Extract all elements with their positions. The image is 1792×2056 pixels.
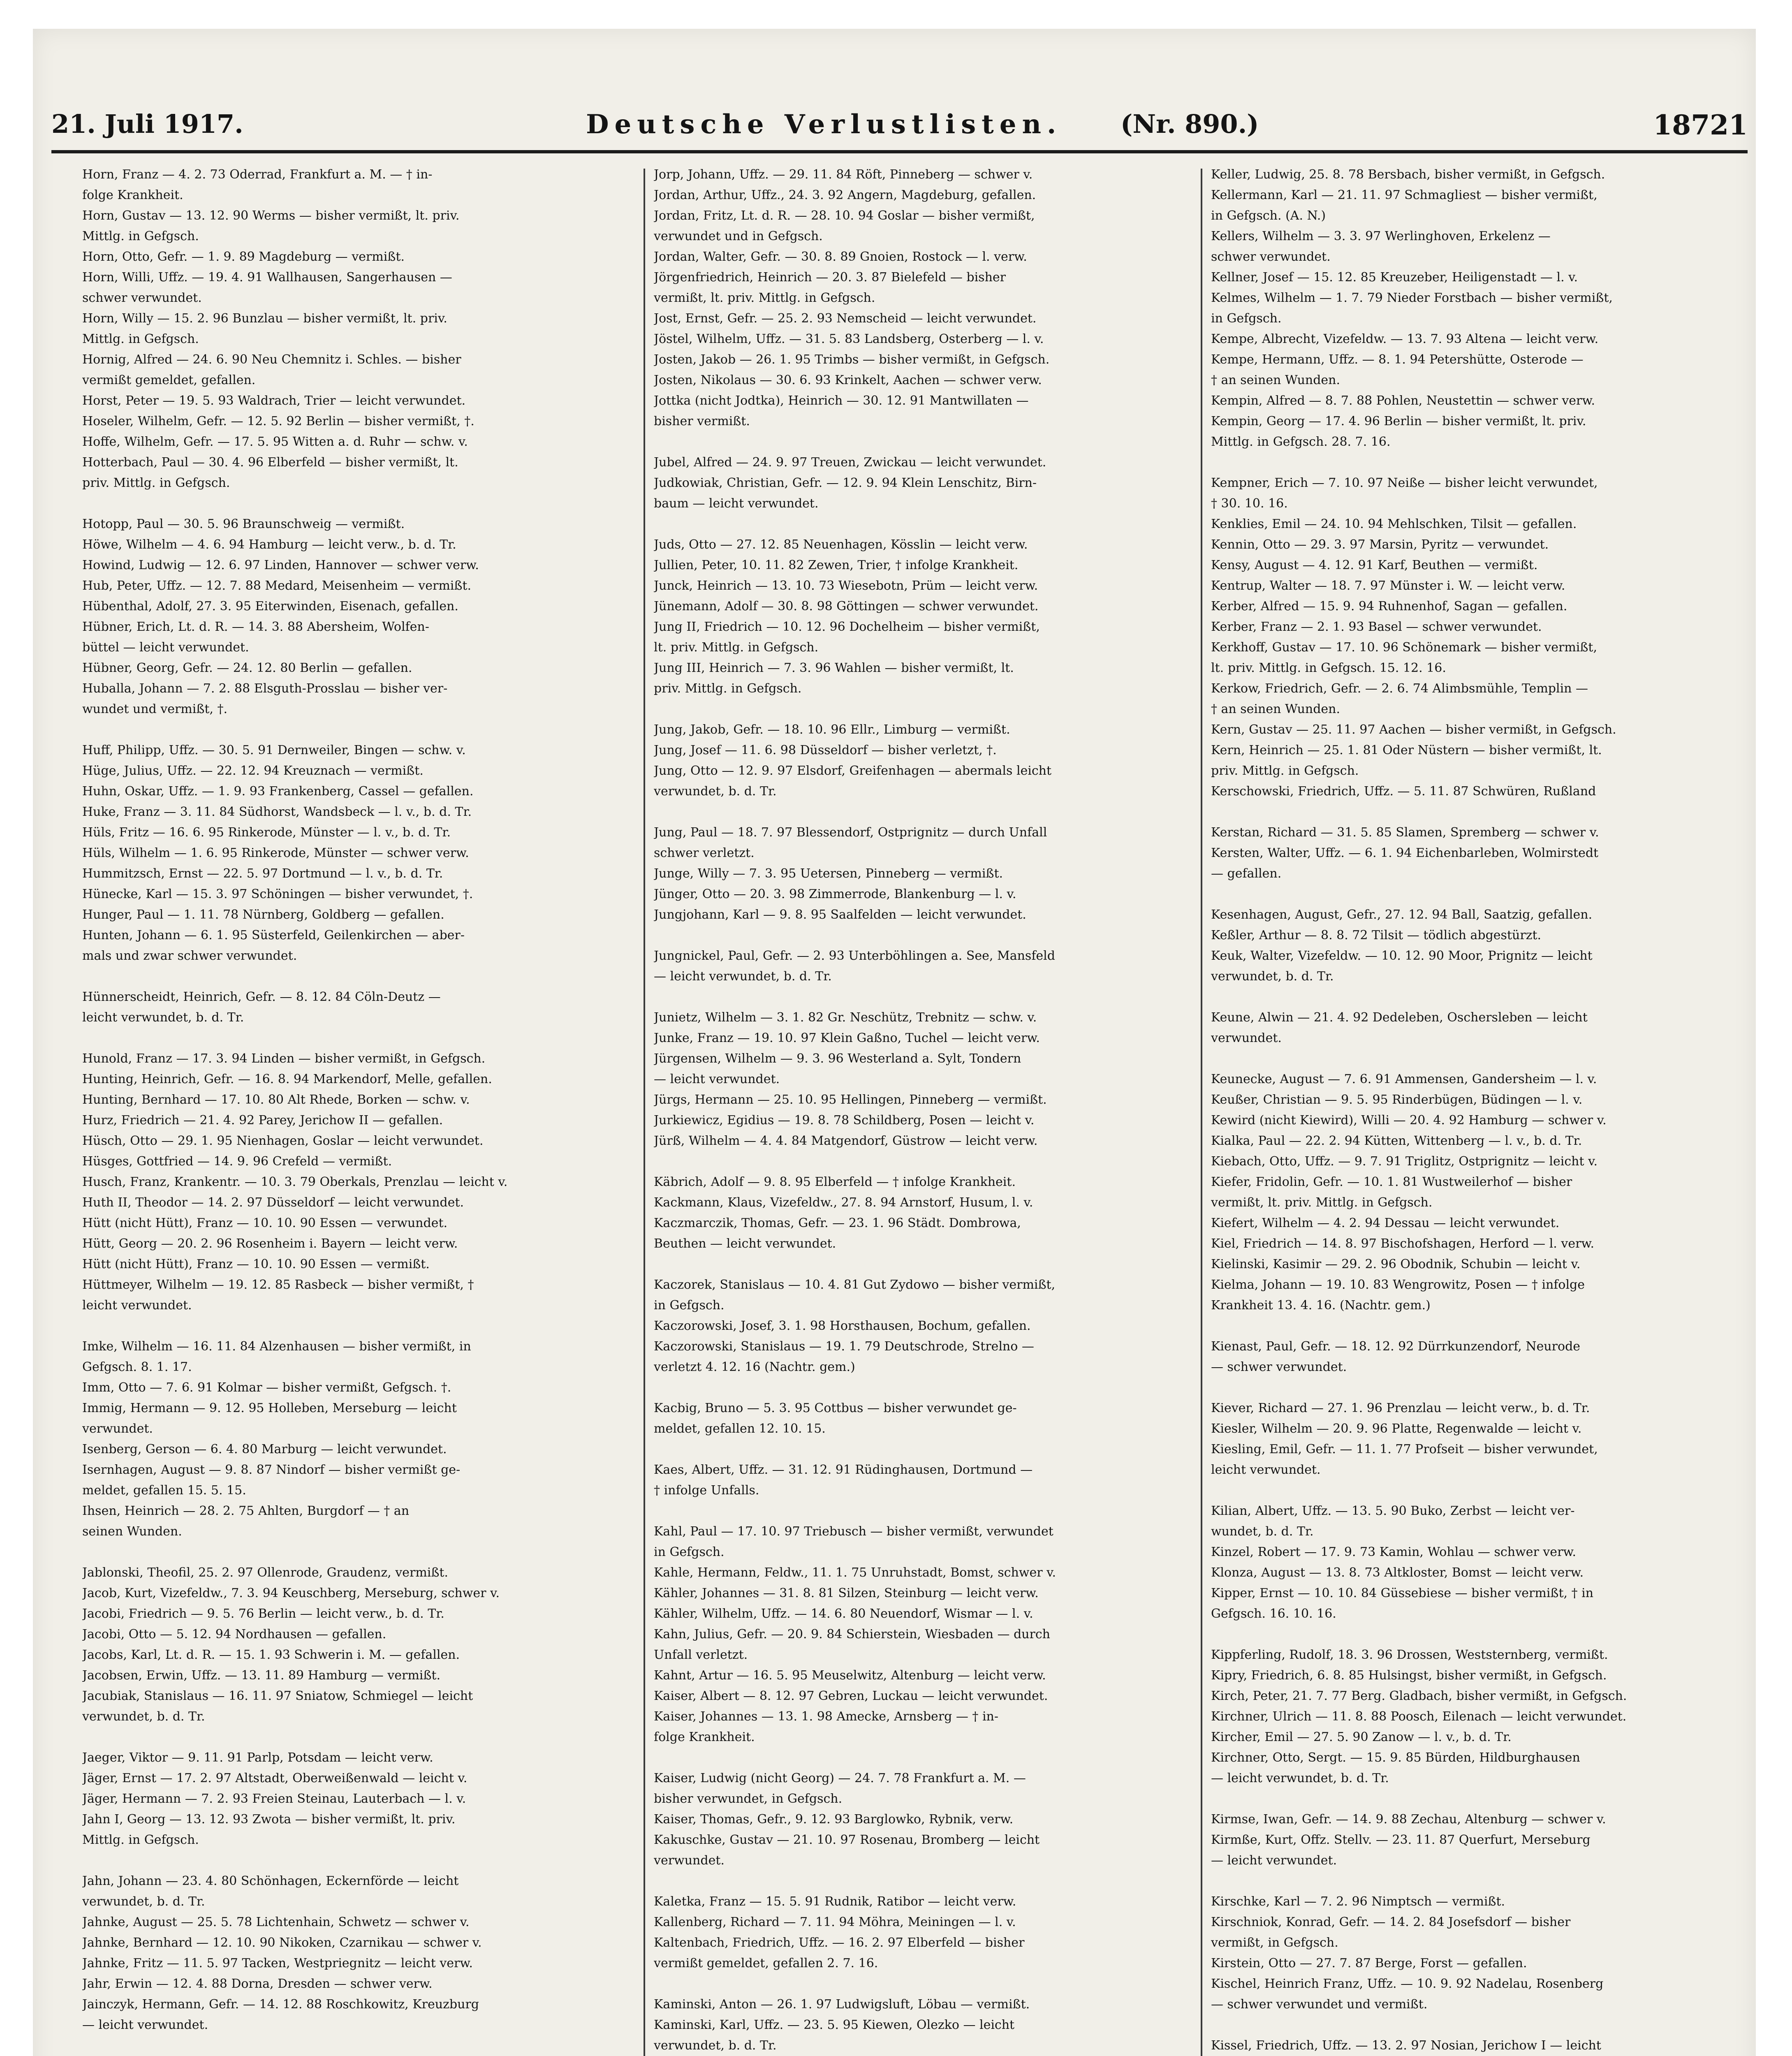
list-entry-line: Jung, Jakob, Gefr. — 18. 10. 96 Ellr., Limburg — vermißt. (654, 722, 1010, 737)
list-entry-line: Kahn, Julius, Gefr. — 20. 9. 84 Schierstein, Wiesbaden — durch (654, 1627, 1050, 1642)
list-entry-line: Kempe, Hermann, Uffz. — 8. 1. 94 Petershütte, Osterode — (1211, 352, 1584, 367)
list-entry-line: Junck, Heinrich — 13. 10. 73 Wiesebotn, Prüm — leicht verw. (654, 579, 1038, 593)
list-entry-line: Jacobsen, Erwin, Uffz. — 13. 11. 89 Hamburg — vermißt. (82, 1668, 440, 1683)
list-entry-line: Jung, Paul — 18. 7. 97 Blessendorf, Ostprignitz — durch Unfall (654, 825, 1047, 840)
list-entry-line: Jablonski, Theofil, 25. 2. 97 Ollenrode, Graudenz, vermißt. (82, 1565, 448, 1580)
spacer (82, 1850, 588, 1871)
spacer (654, 1378, 1160, 1398)
list-entry-line: Jung II, Friedrich — 10. 12. 96 Dochelheim — bisher vermißt, (654, 620, 1040, 634)
list-entry-line: Hüge, Julius, Uffz. — 22. 12. 94 Kreuznach — vermißt. (82, 764, 424, 778)
list-entry-line: Kersten, Walter, Uffz. — 6. 1. 94 Eichenbarleben, Wolmirstedt (1211, 846, 1599, 860)
list-entry-line: seinen Wunden. (82, 1524, 182, 1539)
list-entry-line: lt. priv. Mittlg. in Gefgsch. 15. 12. 16. (1211, 661, 1446, 675)
list-entry-line: — gefallen. (1211, 866, 1282, 881)
list-entry-line: Jung, Otto — 12. 9. 97 Elsdorf, Greifenhagen — abermals leicht (654, 764, 1052, 778)
list-entry-line: — leicht verwundet. (82, 2018, 208, 2032)
list-entry-line: — leicht verwundet. (1211, 1853, 1337, 1868)
page-number: 18721 (1653, 109, 1748, 141)
list-entry-line: leicht verwundet. (1211, 1463, 1321, 1477)
spacer (1211, 452, 1717, 473)
list-entry-line: Kellers, Wilhelm — 3. 3. 97 Werlinghoven, Erkelenz — (1211, 229, 1551, 243)
list-entry-line: Kensy, August — 4. 12. 91 Karf, Beuthen — vermißt. (1211, 558, 1538, 572)
list-entry-line: Huth II, Theodor — 14. 2. 97 Düsseldorf — leicht verwundet. (82, 1195, 464, 1210)
list-entry-line: Klonza, August — 13. 8. 73 Altkloster, Bomst — leicht verw. (1211, 1565, 1584, 1580)
list-entry-line: Hornig, Alfred — 24. 6. 90 Neu Chemnitz i. Schles. — bisher (82, 352, 461, 367)
publication-title: Deutsche Verlustlisten. (586, 109, 1062, 140)
list-entry-line: büttel — leicht verwundet. (82, 640, 249, 655)
list-entry-line: Jungjohann, Karl — 9. 8. 95 Saalfelden — leicht verwundet. (654, 908, 1026, 922)
list-entry-line: Jahnke, Fritz — 11. 5. 97 Tacken, Westpriegnitz — leicht verw. (82, 1956, 473, 1970)
list-entry-line: mals und zwar schwer verwundet. (82, 949, 297, 963)
list-entry-line: Kinzel, Robert — 17. 9. 73 Kamin, Wohlau — schwer verw. (1211, 1545, 1577, 1559)
list-entry-line: Hunten, Johann — 6. 1. 95 Süsterfeld, Geilenkirchen — aber- (82, 928, 465, 942)
list-entry-line: Kallenberg, Richard — 7. 11. 94 Möhra, Meiningen — l. v. (654, 1915, 1016, 1929)
list-entry-line: Kesenhagen, August, Gefr., 27. 12. 94 Ball, Saatzig, gefallen. (1211, 908, 1593, 922)
list-entry-line: Kakuschke, Gustav — 21. 10. 97 Rosenau, Bromberg — leicht (654, 1833, 1040, 1847)
column-2 (654, 164, 1160, 2056)
list-entry-line: Jung III, Heinrich — 7. 3. 96 Wahlen — bisher vermißt, lt. (654, 661, 1014, 675)
list-entry-line: Hüls, Fritz — 16. 6. 95 Rinkerode, Münster — l. v., b. d. Tr. (82, 825, 451, 840)
list-entry-line: Hübenthal, Adolf, 27. 3. 95 Eiterwinden, Eisenach, gefallen. (82, 599, 458, 614)
list-entry-line: Kippferling, Rudolf, 18. 3. 96 Drossen, Weststernberg, vermißt. (1211, 1648, 1608, 1662)
list-entry-line: Jung, Josef — 11. 6. 98 Düsseldorf — bisher verletzt, †. (654, 743, 997, 757)
issue-number: (Nr. 890.) (1121, 109, 1259, 139)
list-entry-line: schwer verletzt. (654, 846, 755, 860)
list-entry-line: Kirschniok, Konrad, Gefr. — 14. 2. 84 Josefsdorf — bisher (1211, 1915, 1571, 1929)
list-entry-line: Kaiser, Albert — 8. 12. 97 Gebren, Luckau — leicht verwundet. (654, 1689, 1048, 1703)
list-entry-line: verwundet. (1211, 1031, 1282, 1045)
list-entry-line: wundet und vermißt, †. (82, 702, 228, 716)
list-entry-line: Kialka, Paul — 22. 2. 94 Kütten, Wittenberg — l. v., b. d. Tr. (1211, 1134, 1582, 1148)
list-entry-line: leicht verwundet. (82, 1298, 192, 1313)
list-entry-line: Jöstel, Wilhelm, Uffz. — 31. 5. 83 Landsberg, Osterberg — l. v. (654, 332, 1044, 346)
list-entry-line: Mittlg. in Gefgsch. (82, 229, 199, 243)
list-entry-line: wundet, b. d. Tr. (1211, 1524, 1314, 1539)
spacer (1211, 2015, 1717, 2035)
spacer (1211, 1789, 1717, 1809)
list-entry-line: Jäger, Hermann — 7. 2. 93 Freien Steinau, Lauterbach — l. v. (82, 1792, 466, 1806)
list-entry-line: verwundet, b. d. Tr. (82, 1894, 205, 1909)
list-entry-line: Kissel, Friedrich, Uffz. — 13. 2. 97 Nosian, Jerichow I — leicht (1211, 2038, 1601, 2053)
list-entry-line: Kiesler, Wilhelm — 20. 9. 96 Platte, Regenwalde — leicht v. (1211, 1422, 1582, 1436)
list-entry-line: Hüsges, Gottfried — 14. 9. 96 Crefeld — vermißt. (82, 1154, 392, 1169)
spacer (82, 1727, 588, 1748)
list-entry-line: Jacobi, Friedrich — 9. 5. 76 Berlin — leicht verw., b. d. Tr. (82, 1607, 445, 1621)
list-entry-line: Kähler, Wilhelm, Uffz. — 14. 6. 80 Neuendorf, Wismar — l. v. (654, 1607, 1033, 1621)
list-entry-line: Kaczmarczik, Thomas, Gefr. — 23. 1. 96 Städt. Dombrowa, (654, 1216, 1021, 1230)
list-entry-line: Unfall verletzt. (654, 1648, 748, 1662)
list-entry-line: Keuk, Walter, Vizefeldw. — 10. 12. 90 Moor, Prignitz — leicht (1211, 949, 1593, 963)
list-entry-line: Kiebach, Otto, Uffz. — 9. 7. 91 Triglitz, Ostprignitz — leicht v. (1211, 1154, 1598, 1169)
list-entry-line: Kircher, Emil — 27. 5. 90 Zanow — l. v., b. d. Tr. (1211, 1730, 1512, 1744)
list-entry-line: Kiefer, Fridolin, Gefr. — 10. 1. 81 Wustweilerhof — bisher (1211, 1175, 1572, 1189)
list-entry-line: Jürß, Wilhelm — 4. 4. 84 Matgendorf, Güstrow — leicht verw. (654, 1134, 1038, 1148)
spacer (1211, 1871, 1717, 1892)
list-entry-line: Jottka (nicht Jodtka), Heinrich — 30. 12. 91 Mantwillaten — (654, 394, 1029, 408)
list-entry-line: priv. Mittlg. in Gefgsch. (82, 476, 230, 490)
list-entry-line: folge Krankheit. (654, 1730, 755, 1744)
spacer (654, 514, 1160, 535)
list-entry-line: Käbrich, Adolf — 9. 8. 95 Elberfeld — † infolge Krankheit. (654, 1175, 1016, 1189)
list-entry-line: schwer verwundet. (82, 291, 202, 305)
list-entry-line: Isernhagen, August — 9. 8. 87 Nindorf — bisher vermißt ge- (82, 1463, 461, 1477)
list-entry-line: Kipper, Ernst — 10. 10. 84 Güssebiese — bisher vermißt, † in (1211, 1586, 1594, 1600)
list-entry-line: Keune, Alwin — 21. 4. 92 Dedeleben, Oschersleben — leicht (1211, 1010, 1588, 1025)
spacer (654, 1439, 1160, 1460)
list-entry-line: vermißt gemeldet, gefallen. (82, 373, 256, 387)
column-1 (82, 164, 588, 2056)
list-entry-line: Judkowiak, Christian, Gefr. — 12. 9. 94 Klein Lenschitz, Birn- (654, 476, 1037, 490)
list-entry-line: Jünemann, Adolf — 30. 8. 98 Göttingen — schwer verwundet. (654, 599, 1039, 614)
list-entry-line: bisher vermißt. (654, 414, 750, 428)
spacer (1211, 1316, 1717, 1336)
spacer (1211, 1480, 1717, 1501)
column-3 (1211, 164, 1717, 2056)
list-entry-line: Kerkhoff, Gustav — 17. 10. 96 Schönemark — bisher vermißt, (1211, 640, 1598, 655)
list-entry-line: Kirmße, Kurt, Offz. Stellv. — 23. 11. 87 Querfurt, Merseburg (1211, 1833, 1591, 1847)
list-entry-line: Huke, Franz — 3. 11. 84 Südhorst, Wandsbeck — l. v., b. d. Tr. (82, 805, 472, 819)
spacer (654, 802, 1160, 822)
list-entry-line: Hünnerscheidt, Heinrich, Gefr. — 8. 12. 84 Cöln-Deutz — (82, 990, 441, 1004)
list-entry-line: Kacbig, Bruno — 5. 3. 95 Cottbus — bisher verwundet ge- (654, 1401, 1017, 1415)
list-entry-line: Howind, Ludwig — 12. 6. 97 Linden, Hannover — schwer verw. (82, 558, 479, 572)
list-entry-line: Hunger, Paul — 1. 11. 78 Nürnberg, Goldberg — gefallen. (82, 908, 445, 922)
list-entry-line: Keller, Ludwig, 25. 8. 78 Bersbach, bisher vermißt, in Gefgsch. (1211, 167, 1605, 182)
list-entry-line: Jullien, Peter, 10. 11. 82 Zewen, Trier, † infolge Krankheit. (654, 558, 1019, 572)
list-entry-line: verwundet, b. d. Tr. (82, 1709, 205, 1724)
list-entry-line: Hütt (nicht Hütt), Franz — 10. 10. 90 Essen — vermißt. (82, 1257, 430, 1271)
spacer (82, 2035, 588, 2056)
spacer (654, 1254, 1160, 1275)
list-entry-line: verwundet. (82, 1422, 153, 1436)
list-entry-line: Kempe, Albrecht, Vizefeldw. — 13. 7. 93 Altena — leicht verw. (1211, 332, 1599, 346)
spacer (654, 432, 1160, 452)
list-entry-line: Gefgsch. 8. 1. 17. (82, 1360, 192, 1374)
list-entry-line: Hotterbach, Paul — 30. 4. 96 Elberfeld — bisher vermißt, lt. (82, 455, 458, 470)
spacer (1211, 802, 1717, 822)
spacer (654, 699, 1160, 720)
list-entry-line: — schwer verwundet und vermißt. (1211, 1997, 1428, 2012)
list-entry-line: Kaczorowski, Josef, 3. 1. 98 Horsthausen, Bochum, gefallen. (654, 1319, 1031, 1333)
list-entry-line: Jürgensen, Wilhelm — 9. 3. 96 Westerland a. Sylt, Tondern (654, 1051, 1021, 1066)
list-entry-line: Hütt (nicht Hütt), Franz — 10. 10. 90 Essen — verwundet. (82, 1216, 448, 1230)
list-entry-line: Hotopp, Paul — 30. 5. 96 Braunschweig — vermißt. (82, 517, 405, 531)
list-entry-line: Hübner, Erich, Lt. d. R. — 14. 3. 88 Abersheim, Wolfen- (82, 620, 429, 634)
list-entry-line: Kirschke, Karl — 7. 2. 96 Nimptsch — vermißt. (1211, 1894, 1505, 1909)
list-entry-line: in Gefgsch. (1211, 311, 1282, 326)
list-entry-line: Horn, Otto, Gefr. — 1. 9. 89 Magdeburg — vermißt. (82, 250, 405, 264)
list-entry-line: Kielma, Johann — 19. 10. 83 Wengrowitz, Posen — † infolge (1211, 1278, 1585, 1292)
list-entry-line: Kaczorowski, Stanislaus — 19. 1. 79 Deutschrode, Strelno — (654, 1339, 1034, 1354)
list-entry-line: Hütt, Georg — 20. 2. 96 Rosenheim i. Bayern — leicht verw. (82, 1236, 458, 1251)
list-entry-line: verwundet, b. d. Tr. (1211, 969, 1334, 984)
list-entry-line: verwundet, b. d. Tr. (654, 2038, 777, 2053)
list-entry-line: Kiever, Richard — 27. 1. 96 Prenzlau — leicht verw., b. d. Tr. (1211, 1401, 1590, 1415)
list-entry-line: Ihsen, Heinrich — 28. 2. 75 Ahlten, Burgdorf — † an (82, 1504, 410, 1518)
list-entry-line: Junietz, Wilhelm — 3. 1. 82 Gr. Neschütz, Trebnitz — schw. v. (654, 1010, 1037, 1025)
list-entry-line: Kirchner, Otto, Sergt. — 15. 9. 85 Bürden, Hildburghausen (1211, 1750, 1580, 1765)
spacer (82, 1542, 588, 1563)
list-entry-line: Jorp, Johann, Uffz. — 29. 11. 84 Röft, Pinneberg — schwer v. (654, 167, 1033, 182)
spacer (82, 1316, 588, 1336)
spacer (654, 1501, 1160, 1521)
list-entry-line: Josten, Jakob — 26. 1. 95 Trimbs — bisher vermißt, in Gefgsch. (654, 352, 1050, 367)
spacer (1211, 1378, 1717, 1398)
list-entry-line: † infolge Unfalls. (654, 1483, 759, 1498)
list-entry-line: Kipry, Friedrich, 6. 8. 85 Hulsingst, bisher vermißt, in Gefgsch. (1211, 1668, 1607, 1683)
list-entry-line: Jainczyk, Hermann, Gefr. — 14. 12. 88 Roschkowitz, Kreuzburg (82, 1997, 479, 2012)
list-entry-line: verwundet. (654, 1853, 725, 1868)
list-entry-line: Kennin, Otto — 29. 3. 97 Marsin, Pyritz — verwundet. (1211, 537, 1549, 552)
list-entry-line: Kaminski, Anton — 26. 1. 97 Ludwigsluft, Löbau — vermißt. (654, 1997, 1030, 2012)
list-entry-line: Kerstan, Richard — 31. 5. 85 Slamen, Spremberg — schwer v. (1211, 825, 1599, 840)
list-entry-line: meldet, gefallen 15. 5. 15. (82, 1483, 246, 1498)
list-entry-line: Kern, Gustav — 25. 11. 97 Aachen — bisher vermißt, in Gefgsch. (1211, 722, 1616, 737)
list-entry-line: Kirch, Peter, 21. 7. 77 Berg. Gladbach, bisher vermißt, in Gefgsch. (1211, 1689, 1627, 1703)
list-entry-line: Kackmann, Klaus, Vizefeldw., 27. 8. 94 Arnstorf, Husum, l. v. (654, 1195, 1033, 1210)
list-entry-line: Hoseler, Wilhelm, Gefr. — 12. 5. 92 Berlin — bisher vermißt, †. (82, 414, 475, 428)
list-entry-line: Kiesling, Emil, Gefr. — 11. 1. 77 Profseit — bisher verwundet, (1211, 1442, 1598, 1456)
spacer (654, 1871, 1160, 1892)
list-entry-line: Kelmes, Wilhelm — 1. 7. 79 Nieder Forstbach — bisher vermißt, (1211, 291, 1613, 305)
list-entry-line: Jordan, Fritz, Lt. d. R. — 28. 10. 94 Goslar — bisher vermißt, (654, 208, 1035, 223)
list-entry-line: Jürgs, Hermann — 25. 10. 95 Hellingen, Pinneberg — vermißt. (654, 1093, 1047, 1107)
list-entry-line: verwundet, b. d. Tr. (654, 784, 777, 799)
issue-date: 21. Juli 1917. (51, 109, 243, 139)
list-entry-line: Krankheit 13. 4. 16. (Nachtr. gem.) (1211, 1298, 1431, 1313)
list-entry-line: Jünger, Otto — 20. 3. 98 Zimmerrode, Blankenburg — l. v. (654, 887, 1016, 901)
list-entry-line: Kewird (nicht Kiewird), Willi — 20. 4. 92 Hamburg — schwer v. (1211, 1113, 1607, 1128)
list-entry-line: Kaiser, Johannes — 13. 1. 98 Amecke, Arnsberg — † in- (654, 1709, 998, 1724)
list-entry-line: Kirstein, Otto — 27. 7. 87 Berge, Forst — gefallen. (1211, 1956, 1527, 1970)
list-entry-line: Hub, Peter, Uffz. — 12. 7. 88 Medard, Meisenheim — vermißt. (82, 579, 472, 593)
list-entry-line: Hunting, Heinrich, Gefr. — 16. 8. 94 Markendorf, Melle, gefallen. (82, 1072, 492, 1086)
list-entry-line: Kaiser, Thomas, Gefr., 9. 12. 93 Barglowko, Rybnik, verw. (654, 1812, 1014, 1827)
list-entry-line: Kern, Heinrich — 25. 1. 81 Oder Nüstern — bisher vermißt, lt. (1211, 743, 1602, 757)
list-entry-line: — schwer verwundet. (1211, 1360, 1347, 1374)
list-entry-line: Mittlg. in Gefgsch. (82, 332, 199, 346)
list-entry-line: Horn, Franz — 4. 2. 73 Oderrad, Frankfurt a. M. — † in- (82, 167, 433, 182)
list-entry-line: Kähler, Johannes — 31. 8. 81 Silzen, Steinburg — leicht verw. (654, 1586, 1039, 1600)
list-entry-line: — leicht verwundet, b. d. Tr. (654, 969, 832, 984)
casualty-list (82, 164, 1717, 2056)
list-entry-line: Gefgsch. 16. 10. 16. (1211, 1607, 1336, 1621)
list-entry-line: folge Krankheit. (82, 188, 183, 202)
list-entry-line: Jacobs, Karl, Lt. d. R. — 15. 1. 93 Schwerin i. M. — gefallen. (82, 1648, 460, 1662)
list-entry-line: Jordan, Walter, Gefr. — 30. 8. 89 Gnoien, Rostock — l. verw. (654, 250, 1027, 264)
list-entry-line: meldet, gefallen 12. 10. 15. (654, 1422, 826, 1436)
spacer (1211, 1049, 1717, 1069)
list-entry-line: Kaes, Albert, Uffz. — 31. 12. 91 Rüdinghausen, Dortmund — (654, 1463, 1033, 1477)
list-entry-line: Kerber, Franz — 2. 1. 93 Basel — schwer verwundet. (1211, 620, 1542, 634)
list-entry-line: Huff, Philipp, Uffz. — 30. 5. 91 Dernweiler, Bingen — schw. v. (82, 743, 466, 757)
list-entry-line: priv. Mittlg. in Gefgsch. (654, 681, 802, 696)
list-entry-line: Kaltenbach, Friedrich, Uffz. — 16. 2. 97 Elberfeld — bisher (654, 1936, 1025, 1950)
list-entry-line: Jörgenfriedrich, Heinrich — 20. 3. 87 Bielefeld — bisher (654, 270, 1006, 285)
list-entry-line: Kerber, Alfred — 15. 9. 94 Ruhnenhof, Sagan — gefallen. (1211, 599, 1567, 614)
list-entry-line: verletzt 4. 12. 16 (Nachtr. gem.) (654, 1360, 855, 1374)
list-entry-line: Jahnke, Bernhard — 12. 10. 90 Nikoken, Czarnikau — schwer v. (82, 1936, 482, 1950)
list-entry-line: Kempin, Alfred — 8. 7. 88 Pohlen, Neustettin — schwer verw. (1211, 394, 1595, 408)
list-entry-line: in Gefgsch. (A. N.) (1211, 208, 1326, 223)
list-entry-line: vermißt, lt. priv. Mittlg. in Gefgsch. (1211, 1195, 1433, 1210)
list-entry-line: — leicht verwundet, b. d. Tr. (1211, 1771, 1389, 1785)
list-entry-line: Kahl, Paul — 17. 10. 97 Triebusch — bisher vermißt, verwundet (654, 1524, 1053, 1539)
list-entry-line: Kischel, Heinrich Franz, Uffz. — 10. 9. 92 Nadelau, Rosenberg (1211, 1977, 1604, 1991)
list-entry-line: Jordan, Arthur, Uffz., 24. 3. 92 Angern, Magdeburg, gefallen. (654, 188, 1036, 202)
list-entry-line: Jost, Ernst, Gefr. — 25. 2. 93 Nemscheid — leicht verwundet. (654, 311, 1037, 326)
spacer (654, 925, 1160, 946)
list-entry-line: Mittlg. in Gefgsch. (82, 1833, 199, 1847)
list-entry-line: Hunold, Franz — 17. 3. 94 Linden — bisher vermißt, in Gefgsch. (82, 1051, 486, 1066)
list-entry-line: vermißt, lt. priv. Mittlg. in Gefgsch. (654, 291, 875, 305)
list-entry-line: leicht verwundet, b. d. Tr. (82, 1010, 244, 1025)
list-entry-line: baum — leicht verwundet. (654, 496, 819, 511)
list-entry-line: Mittlg. in Gefgsch. 28. 7. 16. (1211, 435, 1391, 449)
spacer (1211, 987, 1717, 1007)
list-entry-line: Kellermann, Karl — 21. 11. 97 Schmagliest — bisher vermißt, (1211, 188, 1598, 202)
list-entry-line: Hünecke, Karl — 15. 3. 97 Schöningen — bisher verwundet, †. (82, 887, 473, 901)
list-entry-line: Keunecke, August — 7. 6. 91 Ammensen, Gandersheim — l. v. (1211, 1072, 1597, 1086)
spacer (654, 987, 1160, 1007)
list-entry-line: Josten, Nikolaus — 30. 6. 93 Krinkelt, Aachen — schwer verw. (654, 373, 1042, 387)
list-entry-line: Horn, Gustav — 13. 12. 90 Werms — bisher vermißt, lt. priv. (82, 208, 460, 223)
list-entry-line: Hübner, Georg, Gefr. — 24. 12. 80 Berlin — gefallen. (82, 661, 412, 675)
list-entry-line: † an seinen Wunden. (1211, 702, 1341, 716)
list-entry-line: Imke, Wilhelm — 16. 11. 84 Alzenhausen — bisher vermißt, in (82, 1339, 471, 1354)
page-header (51, 97, 1748, 153)
list-entry-line: vermißt gemeldet, gefallen 2. 7. 16. (654, 1956, 878, 1970)
list-entry-line: Hummitzsch, Ernst — 22. 5. 97 Dortmund — l. v., b. d. Tr. (82, 866, 443, 881)
list-entry-line: Jacob, Kurt, Vizefeldw., 7. 3. 94 Keuschberg, Merseburg, schwer v. (82, 1586, 500, 1600)
spacer (82, 493, 588, 514)
list-entry-line: Junge, Willy — 7. 3. 95 Uetersen, Pinneberg — vermißt. (654, 866, 1003, 881)
list-entry-line: Jacubiak, Stanislaus — 16. 11. 97 Sniatow, Schmiegel — leicht (82, 1689, 473, 1703)
list-entry-line: schwer verwundet. (1211, 250, 1331, 264)
list-entry-line: Imm, Otto — 7. 6. 91 Kolmar — bisher vermißt, Gefgsch. †. (82, 1380, 451, 1395)
spacer (1211, 884, 1717, 905)
list-entry-line: Kerkow, Friedrich, Gefr. — 2. 6. 74 Alimbsmühle, Templin — (1211, 681, 1588, 696)
list-entry-line: Hüsch, Otto — 29. 1. 95 Nienhagen, Goslar — leicht verwundet. (82, 1134, 484, 1148)
list-entry-line: Kiefert, Wilhelm — 4. 2. 94 Dessau — leicht verwundet. (1211, 1216, 1560, 1230)
list-entry-line: Kiel, Friedrich — 14. 8. 97 Bischofshagen, Herford — l. verw. (1211, 1236, 1595, 1251)
list-entry-line: bisher verwundet, in Gefgsch. (654, 1792, 843, 1806)
list-entry-line: Jäger, Ernst — 17. 2. 97 Altstadt, Oberweißenwald — leicht v. (82, 1771, 468, 1785)
spacer (654, 1748, 1160, 1768)
spacer (1211, 1624, 1717, 1645)
list-entry-line: Hüls, Wilhelm — 1. 6. 95 Rinkerode, Münster — schwer verw. (82, 846, 469, 860)
list-entry-line: Kaczorek, Stanislaus — 10. 4. 81 Gut Zydowo — bisher vermißt, (654, 1278, 1056, 1292)
list-entry-line: Horst, Peter — 19. 5. 93 Waldrach, Trier — leicht verwundet. (82, 394, 466, 408)
list-entry-line: Kirmse, Iwan, Gefr. — 14. 9. 88 Zechau, Altenburg — schwer v. (1211, 1812, 1606, 1827)
list-entry-line: Huballa, Johann — 7. 2. 88 Elsguth-Prosslau — bisher ver- (82, 681, 448, 696)
list-entry-line: Kaletka, Franz — 15. 5. 91 Rudnik, Ratibor — leicht verw. (654, 1894, 1016, 1909)
list-entry-line: Jahr, Erwin — 12. 4. 88 Dorna, Dresden — schwer verw. (82, 1977, 433, 1991)
list-entry-line: Jacobi, Otto — 5. 12. 94 Nordhausen — gefallen. (82, 1627, 387, 1642)
list-entry-line: in Gefgsch. (654, 1298, 725, 1313)
list-entry-line: Hüttmeyer, Wilhelm — 19. 12. 85 Rasbeck — bisher vermißt, † (82, 1278, 474, 1292)
list-entry-line: Kerschowski, Friedrich, Uffz. — 5. 11. 87 Schwüren, Rußland (1211, 784, 1596, 799)
list-entry-line: Jungnickel, Paul, Gefr. — 2. 93 Unterböhlingen a. See, Mansfeld (654, 949, 1055, 963)
list-entry-line: Jaeger, Viktor — 9. 11. 91 Parlp, Potsdam — leicht verw. (82, 1750, 433, 1765)
list-entry-line: Jahn I, Georg — 13. 12. 93 Zwota — bisher vermißt, lt. priv. (82, 1812, 456, 1827)
list-entry-line: † 30. 10. 16. (1211, 496, 1288, 511)
list-entry-line: Kirchner, Ulrich — 11. 8. 88 Poosch, Eilenach — leicht verwundet. (1211, 1709, 1627, 1724)
list-entry-line: Beuthen — leicht verwundet. (654, 1236, 836, 1251)
list-entry-line: Kempner, Erich — 7. 10. 97 Neiße — bisher leicht verwundet, (1211, 476, 1598, 490)
list-entry-line: Jurkiewicz, Egidius — 19. 8. 78 Schildberg, Posen — leicht v. (654, 1113, 1035, 1128)
spacer (654, 1151, 1160, 1172)
spacer (82, 720, 588, 740)
list-entry-line: Kienast, Paul, Gefr. — 18. 12. 92 Dürrkunzendorf, Neurode (1211, 1339, 1581, 1354)
list-entry-line: vermißt, in Gefgsch. (1211, 1936, 1338, 1950)
spacer (82, 966, 588, 987)
list-entry-line: Hoffe, Wilhelm, Gefr. — 17. 5. 95 Witten a. d. Ruhr — schw. v. (82, 435, 468, 449)
list-entry-line: Kahnt, Artur — 16. 5. 95 Meuselwitz, Altenburg — leicht verw. (654, 1668, 1046, 1683)
list-entry-line: in Gefgsch. (654, 1545, 725, 1559)
list-entry-line: Immig, Hermann — 9. 12. 95 Holleben, Merseburg — leicht (82, 1401, 457, 1415)
list-entry-line: Kielinski, Kasimir — 29. 2. 96 Obodnik, Schubin — leicht v. (1211, 1257, 1581, 1271)
list-entry-line: Kaminski, Karl, Uffz. — 23. 5. 95 Kiewen, Olezko — leicht (654, 2018, 1015, 2032)
list-entry-line: Jahnke, August — 25. 5. 78 Lichtenhain, Schwetz — schwer v. (82, 1915, 470, 1929)
list-entry-line: — leicht verwundet. (654, 1072, 780, 1086)
list-entry-line: † an seinen Wunden. (1211, 373, 1341, 387)
list-entry-line: Kenklies, Emil — 24. 10. 94 Mehlschken, Tilsit — gefallen. (1211, 517, 1577, 531)
list-entry-line: Hurz, Friedrich — 21. 4. 92 Parey, Jerichow II — gefallen. (82, 1113, 443, 1128)
list-entry-line: Hunting, Bernhard — 17. 10. 80 Alt Rhede, Borken — schw. v. (82, 1093, 470, 1107)
list-entry-line: Kentrup, Walter — 18. 7. 97 Münster i. W. — leicht verw. (1211, 579, 1565, 593)
list-entry-line: Kellner, Josef — 15. 12. 85 Kreuzeber, Heiligenstadt — l. v. (1211, 270, 1578, 285)
list-entry-line: Höwe, Wilhelm — 4. 6. 94 Hamburg — leicht verw., b. d. Tr. (82, 537, 456, 552)
list-entry-line: Juds, Otto — 27. 12. 85 Neuenhagen, Kösslin — leicht verw. (654, 537, 1028, 552)
list-entry-line: Junke, Franz — 19. 10. 97 Klein Gaßno, Tuchel — leicht verw. (654, 1031, 1040, 1045)
list-entry-line: Kaiser, Ludwig (nicht Georg) — 24. 7. 78 Frankfurt a. M. — (654, 1771, 1026, 1785)
spacer (654, 1974, 1160, 1994)
list-entry-line: Jubel, Alfred — 24. 9. 97 Treuen, Zwickau — leicht verwundet. (654, 455, 1046, 470)
list-entry-line: Kahle, Hermann, Feldw., 11. 1. 75 Unruhstadt, Bomst, schwer v. (654, 1565, 1056, 1580)
list-entry-line: Isenberg, Gerson — 6. 4. 80 Marburg — leicht verwundet. (82, 1442, 447, 1456)
list-entry-line: Kilian, Albert, Uffz. — 13. 5. 90 Buko, Zerbst — leicht ver- (1211, 1504, 1575, 1518)
list-entry-line: Jahn, Johann — 23. 4. 80 Schönhagen, Eckernförde — leicht (82, 1874, 459, 1888)
list-entry-line: Keußer, Christian — 9. 5. 95 Rinderbügen, Büdingen — l. v. (1211, 1093, 1583, 1107)
list-entry-line: verwundet und in Gefgsch. (654, 229, 823, 243)
list-entry-line: priv. Mittlg. in Gefgsch. (1211, 764, 1359, 778)
list-entry-line: Huhn, Oskar, Uffz. — 1. 9. 93 Frankenberg, Cassel — gefallen. (82, 784, 474, 799)
list-entry-line: Kempin, Georg — 17. 4. 96 Berlin — bisher vermißt, lt. priv. (1211, 414, 1586, 428)
list-entry-line: Keßler, Arthur — 8. 8. 72 Tilsit — tödlich abgestürzt. (1211, 928, 1542, 942)
list-entry-line: Horn, Willi, Uffz. — 19. 4. 91 Wallhausen, Sangerhausen — (82, 270, 452, 285)
list-entry-line: Horn, Willy — 15. 2. 96 Bunzlau — bisher vermißt, lt. priv. (82, 311, 447, 326)
list-entry-line: lt. priv. Mittlg. in Gefgsch. (654, 640, 819, 655)
list-entry-line: Husch, Franz, Krankentr. — 10. 3. 79 Oberkals, Prenzlau — leicht v. (82, 1175, 508, 1189)
spacer (82, 1028, 588, 1049)
